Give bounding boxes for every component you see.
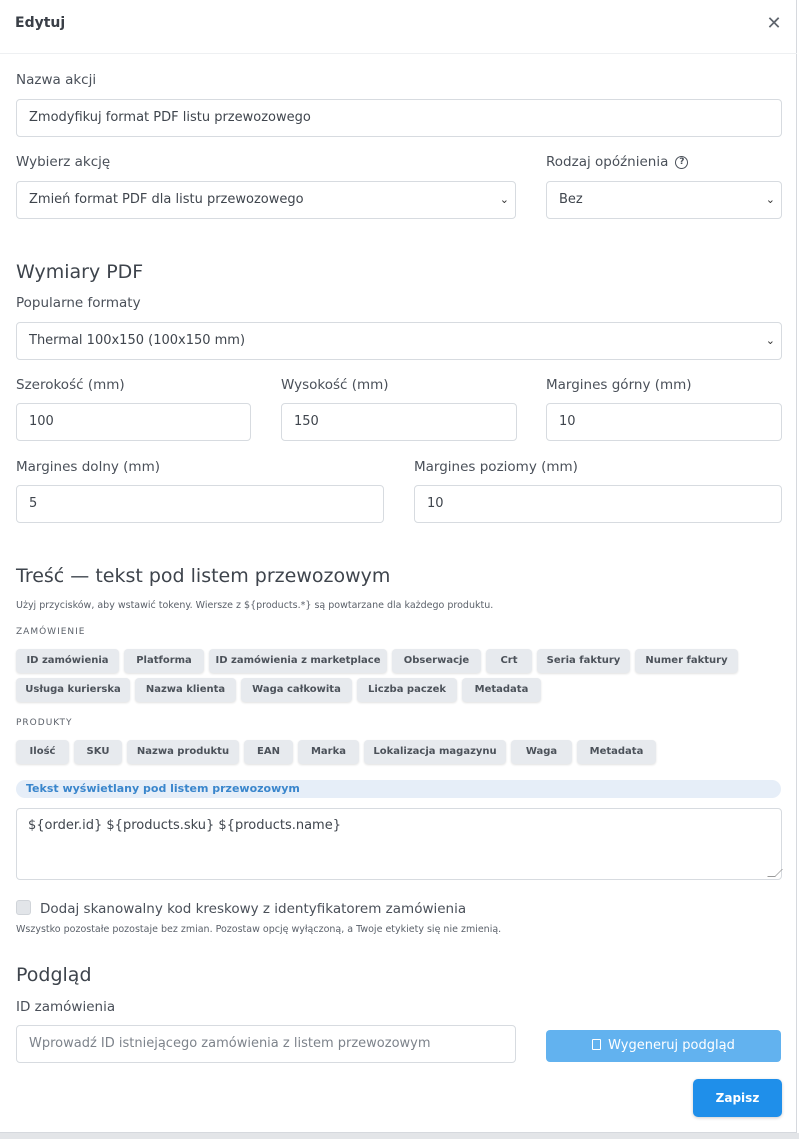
action-select[interactable]	[16, 181, 516, 219]
action-select-value: Zmień format PDF dla listu przewozowego	[29, 192, 304, 207]
delay-select[interactable]	[546, 181, 782, 219]
order-id-label: ID zamówienia	[16, 999, 116, 1015]
delay-label-text: Rodzaj opóźnienia	[546, 154, 669, 170]
barcode-label[interactable]: Dodaj skanowalny kod kreskowy z identyfikatorem zamówienia	[40, 901, 467, 917]
token-chip[interactable]: Usługa kurierska	[16, 678, 130, 702]
order-id-input[interactable]: Wprowadź ID istniejącego zamówienia z listem przewozowym	[16, 1025, 516, 1063]
token-chip[interactable]: Waga całkowita	[241, 678, 352, 702]
modal-title: Edytuj	[15, 15, 66, 31]
pdf-heading: Wymiary PDF	[16, 261, 144, 283]
token-chip[interactable]: EAN	[244, 740, 293, 764]
page-backdrop	[0, 1133, 799, 1139]
delay-select-label	[546, 154, 688, 170]
height-input[interactable]: 150	[281, 403, 517, 441]
preview-heading: Podgląd	[16, 964, 92, 986]
token-chip[interactable]: Waga	[511, 740, 572, 764]
margin-horizontal-input[interactable]: 10	[414, 485, 782, 523]
action-name-label: Nazwa akcji	[16, 72, 97, 88]
token-chip[interactable]: Marka	[298, 740, 359, 764]
token-chip[interactable]: Ilość	[16, 740, 69, 764]
resize-handle-icon[interactable]	[767, 869, 783, 877]
text-banner-label: Tekst wyświetlany pod listem przewozowym	[26, 782, 300, 795]
token-chip[interactable]: Numer faktury	[635, 649, 738, 673]
generate-preview-button[interactable]	[546, 1030, 781, 1062]
order-tokens-caption: ZAMÓWIENIE	[16, 627, 86, 637]
delay-select-value: Bez	[559, 192, 583, 207]
content-textarea-value: ${order.id} ${products.sku} ${products.name}	[28, 818, 341, 833]
token-chip[interactable]: Crt	[486, 649, 532, 673]
token-chip[interactable]: ID zamówienia	[16, 649, 119, 673]
modal-header	[0, 0, 797, 54]
token-chip[interactable]: Obserwacje	[392, 649, 481, 673]
barcode-note: Wszystko pozostałe pozostaje bez zmian. Pozostaw opcję wyłączoną, a Twoje etykiety się nie zmienią.	[16, 924, 502, 935]
margin-bottom-label: Margines dolny (mm)	[16, 459, 160, 475]
product-tokens-caption: PRODUKTY	[16, 718, 73, 728]
barcode-checkbox[interactable]	[16, 900, 31, 915]
height-label: Wysokość (mm)	[281, 377, 389, 393]
width-label: Szerokość (mm)	[16, 377, 125, 393]
width-input[interactable]: 100	[16, 403, 251, 441]
chevron-down-icon: ⌄	[765, 193, 775, 206]
save-button[interactable]: Zapisz	[693, 1079, 782, 1117]
close-icon[interactable]: ✕	[766, 13, 782, 34]
generate-preview-label: Wygeneruj podgląd	[608, 1038, 735, 1053]
token-chip[interactable]: Nazwa klienta	[135, 678, 236, 702]
formats-label: Popularne formaty	[16, 295, 141, 311]
token-chip[interactable]: Platforma	[124, 649, 204, 673]
margin-bottom-input[interactable]: 5	[16, 485, 384, 523]
token-chip[interactable]: Lokalizacja magazynu	[364, 740, 506, 764]
chevron-down-icon: ⌄	[765, 334, 775, 347]
action-select-label: Wybierz akcję	[16, 154, 111, 170]
token-chip[interactable]: Metadata	[462, 678, 541, 702]
action-name-input[interactable]: Zmodyfikuj format PDF listu przewozowego	[16, 99, 782, 137]
token-chip[interactable]: Seria faktury	[537, 649, 630, 673]
token-chip[interactable]: SKU	[74, 740, 122, 764]
format-select-value: Thermal 100x150 (100x150 mm)	[29, 333, 246, 348]
margin-horizontal-label: Margines poziomy (mm)	[414, 459, 578, 475]
chevron-down-icon: ⌄	[499, 193, 509, 206]
margin-top-label: Margines górny (mm)	[546, 377, 692, 393]
text-banner	[16, 780, 781, 798]
content-heading: Treść — tekst pod listem przewozowym	[16, 565, 391, 587]
token-chip[interactable]: ID zamówienia z marketplace	[209, 649, 387, 673]
content-textarea[interactable]	[16, 808, 782, 880]
format-select[interactable]	[16, 322, 782, 360]
help-circle-icon[interactable]: ?	[675, 156, 688, 169]
token-hint: Użyj przycisków, aby wstawić tokeny. Wiersze z ${products.*} są powtarzane dla każdego produktu.	[16, 600, 494, 611]
margin-top-input[interactable]: 10	[546, 403, 782, 441]
token-chip[interactable]: Nazwa produktu	[127, 740, 239, 764]
token-chip[interactable]: Metadata	[577, 740, 656, 764]
token-chip[interactable]: Liczba paczek	[357, 678, 457, 702]
pdf-file-icon	[592, 1039, 601, 1050]
